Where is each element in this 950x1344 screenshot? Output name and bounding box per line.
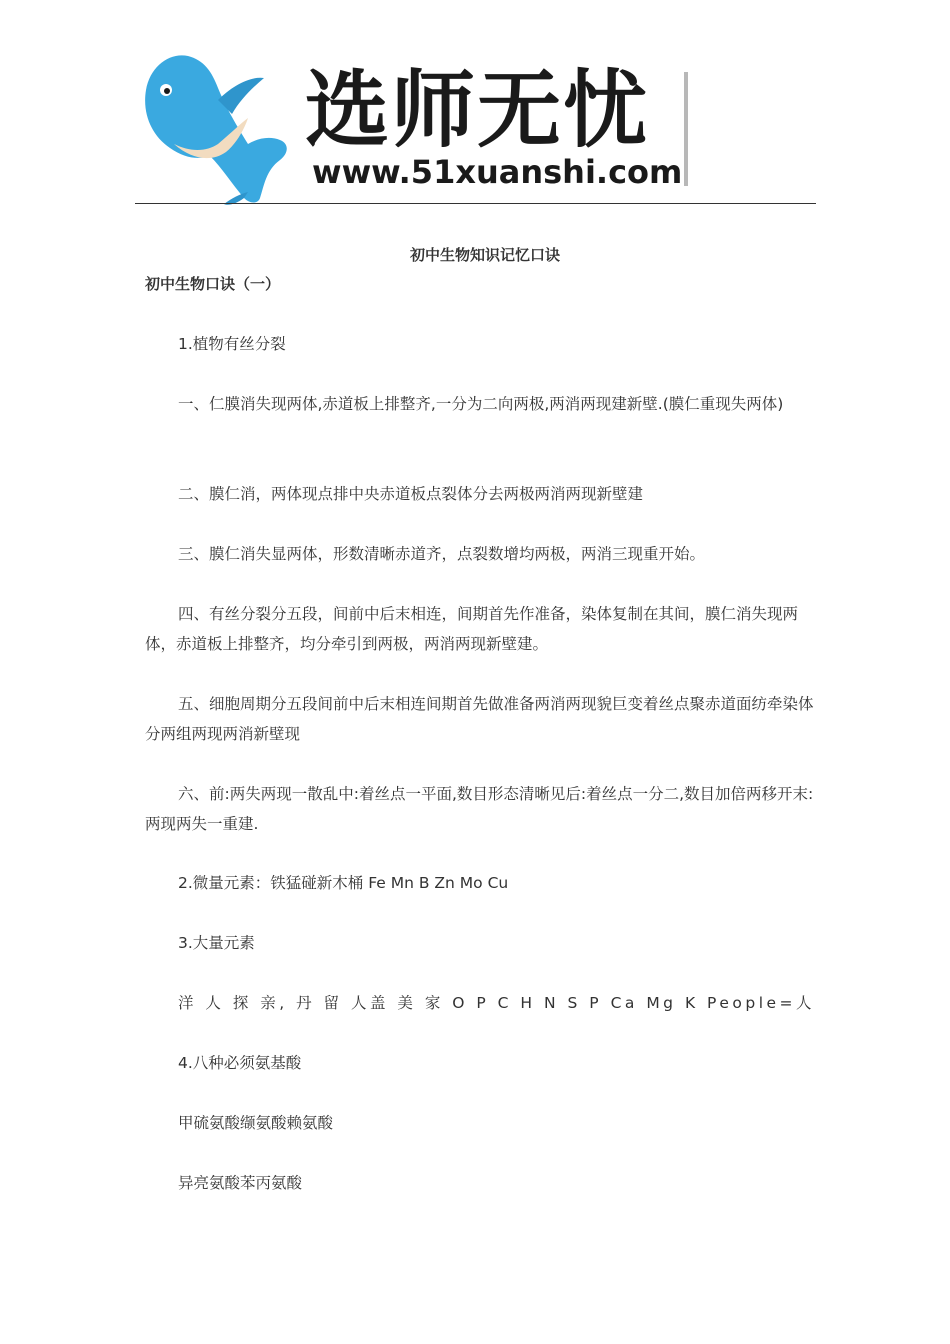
paragraph: 四、有丝分裂分五段，间前中后末相连，间期首先作准备，染体复制在其间，膜仁消失现两体，赤道板上排整齐，均分牵引到两极，两消两现新壁建。 (145, 605, 799, 653)
section-title: 初中生物口诀（一） (145, 275, 281, 293)
paragraph: 4.八种必须氨基酸 (178, 1054, 302, 1072)
paragraph: 三、膜仁消失显两体，形数清晰赤道齐，点裂数增均两极，两消三现重开始。 (178, 545, 706, 563)
paragraph: 六、前:两失两现一散乱中:着丝点一平面,数目形态清晰见后:着丝点一分二,数目加倍两移开末:两现两失一重建. (145, 785, 814, 833)
paragraph: 洋 人 探 亲, 丹 留 人盖 美 家 O P C H N S P Ca Mg K People=人 (178, 994, 816, 1012)
paragraph: 甲硫氨酸缬氨酸赖氨酸 (178, 1114, 334, 1132)
paragraph: 一、仁膜消失现两体,赤道板上排整齐,一分为二向两极,两消两现建新壁.(膜仁重现失两体) (178, 395, 784, 413)
paragraph: 五、细胞周期分五段间前中后末相连间期首先做准备两消两现貌巨变着丝点聚赤道面纺牵染体分两组两现两消新壁现 (145, 695, 814, 743)
paragraph: 异亮氨酸苯丙氨酸 (178, 1174, 303, 1192)
header-rule (135, 203, 816, 204)
logo-url: www.51xuanshi.com (312, 153, 683, 191)
logo-wordmark: 选师无忧 (305, 61, 650, 159)
paragraph: 1.植物有丝分裂 (178, 335, 286, 353)
site-header (0, 0, 950, 210)
paragraph: 3.大量元素 (178, 934, 255, 952)
paragraph: 2.微量元素：铁猛碰新木桶 Fe Mn B Zn Mo Cu (178, 874, 509, 892)
dolphin-icon (140, 48, 290, 206)
paragraph: 二、膜仁消，两体现点排中央赤道板点裂体分去两极两消两现新壁建 (178, 485, 644, 503)
document-title: 初中生物知识记忆口诀 (409, 246, 560, 264)
logo-divider (684, 72, 688, 186)
